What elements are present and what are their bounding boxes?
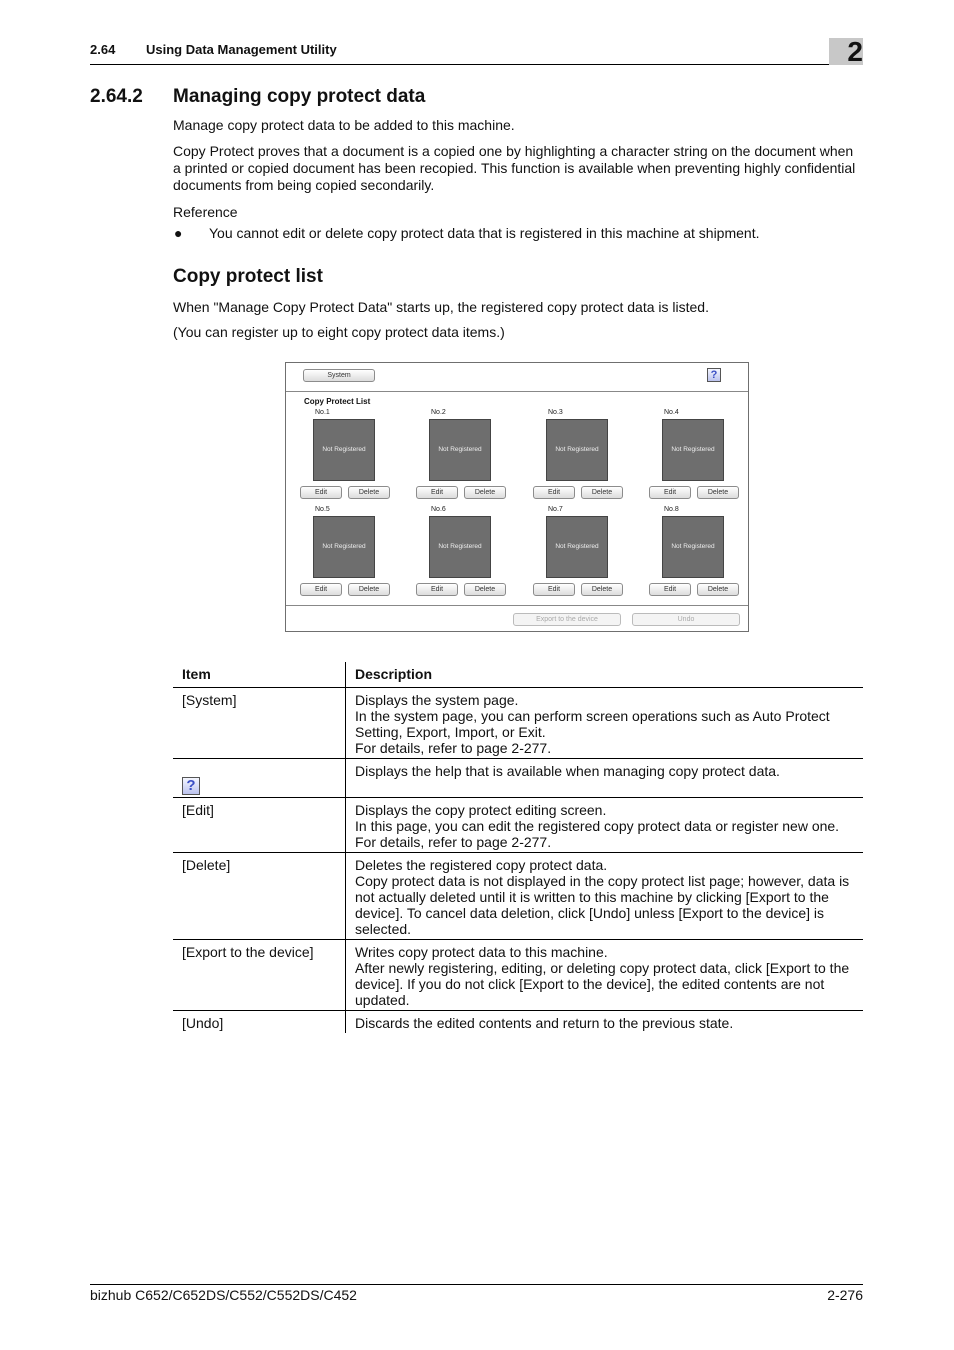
export-to-device-button[interactable]: Export to the device xyxy=(513,613,621,626)
description-line: Writes copy protect data to this machine. xyxy=(355,944,608,960)
table-row xyxy=(173,853,863,940)
footer-page-number: 2-276 xyxy=(827,1287,863,1303)
table-row xyxy=(173,1011,863,1034)
description-line: Displays the copy protect editing screen. xyxy=(355,802,607,818)
slot-edit-button[interactable]: Edit xyxy=(416,583,458,596)
header-section-title: Using Data Management Utility xyxy=(146,42,337,57)
description-line: Deletes the registered copy protect data. xyxy=(355,857,608,873)
slot-thumbnail: Not Registered xyxy=(313,419,375,481)
header-section-number: 2.64 xyxy=(90,42,116,57)
help-icon[interactable]: ? xyxy=(707,368,721,382)
undo-button[interactable]: Undo xyxy=(632,613,740,626)
table-header-row xyxy=(173,662,863,688)
table-cell-item: [Undo] xyxy=(173,1011,346,1034)
description-line: Displays the system page. xyxy=(355,692,519,708)
subsection-paragraph-2: (You can register up to eight copy protect data items.) xyxy=(173,324,505,340)
slot-edit-button[interactable]: Edit xyxy=(649,583,691,596)
description-line: For details, refer to page 2-277. xyxy=(355,740,552,756)
table-cell-item: [Delete] xyxy=(173,853,346,940)
slot-label: No.3 xyxy=(548,409,563,416)
table-cell-description xyxy=(346,759,864,798)
slot-label: No.1 xyxy=(315,409,330,416)
intro-paragraph: Manage copy protect data to be added to this machine. xyxy=(173,117,515,133)
description-line: After newly registering, editing, or deleting copy protect data, click [Export to the device]. If you do not click [Export to the device], the edited contents are not updated. xyxy=(355,960,850,1008)
table-cell-item: [Edit] xyxy=(173,798,346,853)
slot-edit-button[interactable]: Edit xyxy=(300,583,342,596)
table-header-description: Description xyxy=(346,662,864,688)
reference-label: Reference xyxy=(173,204,238,220)
chapter-number: 2 xyxy=(847,36,863,67)
slot-delete-button[interactable]: Delete xyxy=(348,486,390,499)
table-cell-description xyxy=(346,1011,864,1034)
slot-delete-button[interactable]: Delete xyxy=(697,486,739,499)
slot-thumbnail: Not Registered xyxy=(429,516,491,578)
slot-delete-button[interactable]: Delete xyxy=(464,486,506,499)
table-cell-item-help xyxy=(173,759,346,798)
slot-edit-button[interactable]: Edit xyxy=(300,486,342,499)
bullet-icon: ● xyxy=(174,225,183,241)
slot-label: No.2 xyxy=(431,409,446,416)
copy-protect-list-title: Copy Protect List xyxy=(304,397,371,406)
slot-delete-button[interactable]: Delete xyxy=(348,583,390,596)
table-row xyxy=(173,759,863,798)
slot-thumbnail: Not Registered xyxy=(429,419,491,481)
description-line: In this page, you can edit the registered copy protect data or register new one. xyxy=(355,818,840,834)
table-cell-description xyxy=(346,940,864,1011)
description-table xyxy=(173,662,863,1033)
description-line: Discards the edited contents and return to the previous state. xyxy=(355,1015,734,1031)
subsection-title: Copy protect list xyxy=(173,266,323,287)
table-cell-description xyxy=(346,853,864,940)
slot-thumbnail: Not Registered xyxy=(662,516,724,578)
description-paragraph: Copy Protect proves that a document is a copied one by highlighting a character string on the document when a printed or copied document has been recopied. This function is available when preventing highly confidential documents from being copied secondarily. xyxy=(173,143,856,193)
footer-rule xyxy=(90,1284,863,1285)
slot-edit-button[interactable]: Edit xyxy=(649,486,691,499)
slot-label: No.8 xyxy=(664,506,679,513)
section-title: Managing copy protect data xyxy=(173,86,426,107)
slot-label: No.4 xyxy=(664,409,679,416)
slot-edit-button[interactable]: Edit xyxy=(416,486,458,499)
slot-label: No.5 xyxy=(315,506,330,513)
slot-edit-button[interactable]: Edit xyxy=(533,583,575,596)
slot-delete-button[interactable]: Delete xyxy=(697,583,739,596)
slot-thumbnail: Not Registered xyxy=(662,419,724,481)
slot-label: No.7 xyxy=(548,506,563,513)
slot-thumbnail: Not Registered xyxy=(313,516,375,578)
slot-delete-button[interactable]: Delete xyxy=(581,583,623,596)
slot-delete-button[interactable]: Delete xyxy=(464,583,506,596)
table-cell-description xyxy=(346,798,864,853)
footer-model: bizhub C652/C652DS/C552/C552DS/C452 xyxy=(90,1287,357,1303)
slot-thumbnail: Not Registered xyxy=(546,419,608,481)
copy-protect-list-screenshot xyxy=(285,362,749,632)
description-line: Displays the help that is available when managing copy protect data. xyxy=(355,763,780,779)
table-row xyxy=(173,798,863,853)
help-icon: ? xyxy=(182,777,200,795)
description-line: In the system page, you can perform screen operations such as Auto Protect Setting, Export, Import, or Exit. xyxy=(355,708,830,740)
table-cell-description xyxy=(346,688,864,759)
slot-thumbnail: Not Registered xyxy=(546,516,608,578)
table-header-item: Item xyxy=(173,662,346,688)
section-number: 2.64.2 xyxy=(90,86,143,107)
system-button[interactable]: System xyxy=(303,369,375,382)
table-row xyxy=(173,940,863,1011)
description-line: For details, refer to page 2-277. xyxy=(355,834,552,850)
subsection-paragraph-1: When "Manage Copy Protect Data" starts up, the registered copy protect data is listed. xyxy=(173,299,709,315)
description-line: Copy protect data is not displayed in the copy protect list page; however, data is not actually deleted until it is written to this machine by clicking [Export to the device]. To cancel data deletion, click [Undo] unless [Export to the device] is selected. xyxy=(355,873,850,937)
table-row xyxy=(173,688,863,759)
screenshot-bottom-divider xyxy=(286,605,748,606)
table-cell-item: [System] xyxy=(173,688,346,759)
reference-bullet: You cannot edit or delete copy protect data that is registered in this machine at shipment. xyxy=(209,225,760,241)
slot-edit-button[interactable]: Edit xyxy=(533,486,575,499)
header-rule xyxy=(90,64,863,65)
table-cell-item: [Export to the device] xyxy=(173,940,346,1011)
slot-delete-button[interactable]: Delete xyxy=(581,486,623,499)
slot-label: No.6 xyxy=(431,506,446,513)
